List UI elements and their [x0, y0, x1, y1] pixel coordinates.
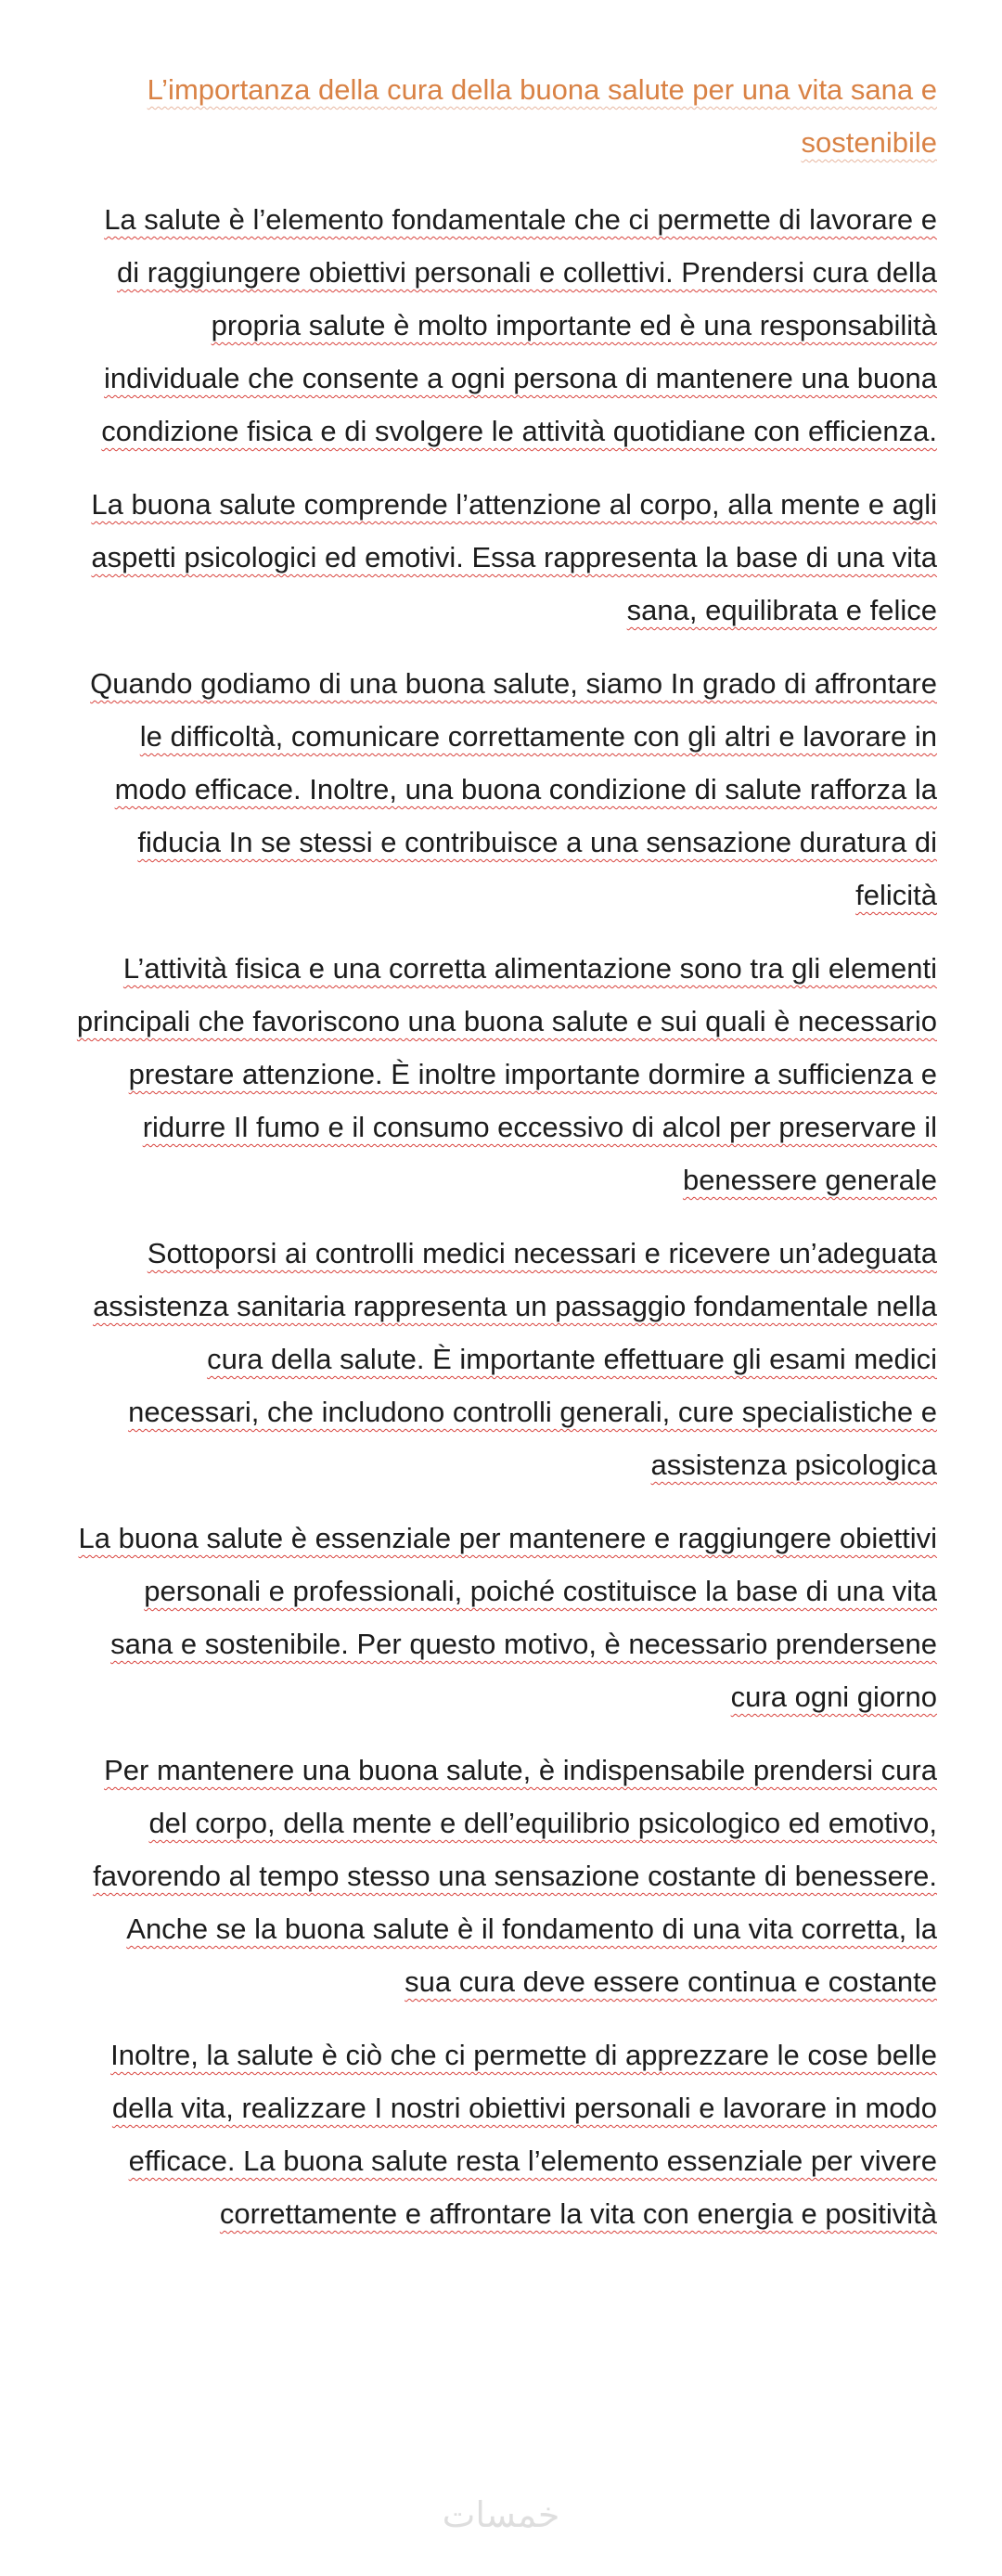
paragraph: Quando godiamo di una buona salute, siamo In grado di affrontare le difficoltà, comunicare correttamente con gli altri e lavorare in modo efficace. Inoltre, una buona condizione di salute rafforza la fiducia In se stessi e contribuisce a una sensazione duratura di felicità	[90, 667, 937, 911]
paragraph: La salute è l’elemento fondamentale che ci permette di lavorare e di raggiungere obiettivi personali e collettivi. Prendersi cura della propria salute è molto importante ed è una responsabilità individuale che consente a ogni persona di mantenere una buona condizione fisica e di svolgere le attività quotidiane con efficienza.	[101, 203, 937, 447]
watermark-logo: خمسات	[442, 2494, 560, 2535]
paragraph: La buona salute comprende l’attenzione al corpo, alla mente e agli aspetti psicologici ed emotivi. Essa rappresenta la base di una vita sana, equilibrata e felice	[91, 488, 937, 626]
document-title: L’importanza della cura della buona salute per una vita sana e sostenibile	[147, 73, 937, 159]
paragraph: Inoltre, la salute è ciò che ci permette di apprezzare le cose belle della vita, realizzare I nostri obiettivi personali e lavorare in modo efficace. La buona salute resta l’elemento essenziale per vivere correttamente e affrontare la vita con energia e positività	[110, 2039, 937, 2230]
paragraph: L’attività fisica e una corretta alimentazione sono tra gli elementi principali che favoriscono una buona salute e sui quali è necessario prestare attenzione. È inoltre importante dormire a sufficienza e ridurre Il fumo e il consumo eccessivo di alcol per preservare il benessere generale	[76, 952, 937, 1196]
document-page	[74, 63, 937, 2260]
paragraph: La buona salute è essenziale per mantenere e raggiungere obiettivi personali e professionali, poiché costituisce la base di una vita sana e sostenibile. Per questo motivo, è necessario prendersene cura ogni giorno	[78, 1522, 937, 1713]
paragraph: Per mantenere una buona salute, è indispensabile prendersi cura del corpo, della mente e dell’equilibrio psicologico ed emotivo, favorendo al tempo stesso una sensazione costante di benessere. Anche se la buona salute è il fondamento di una vita corretta, la sua cura deve essere continua e costante	[93, 1754, 937, 1998]
paragraph: Sottoporsi ai controlli medici necessari e ricevere un’adeguata assistenza sanitaria rappresenta un passaggio fondamentale nella cura della salute. È importante effettuare gli esami medici necessari, che includono controlli generali, cure specialistiche e assistenza psicologica	[93, 1237, 937, 1481]
